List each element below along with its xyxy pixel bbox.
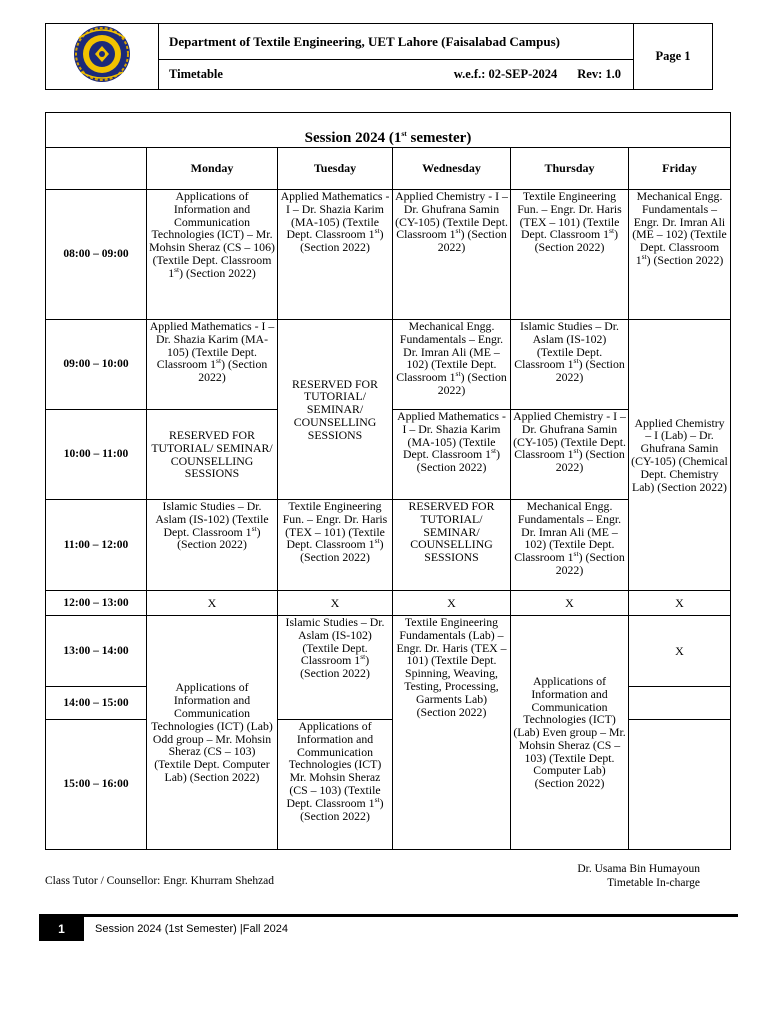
revision: Rev: 1.0 [577, 67, 621, 81]
time-slot: 10:00 – 11:00 [46, 410, 147, 500]
university-seal-logo [59, 24, 145, 84]
reserved-cell: RESERVED FOR TUTORIAL/ SEMINAR/ COUNSELLING SESSIONS [278, 320, 393, 500]
university-logo-cell [46, 24, 159, 90]
corner-cell [46, 148, 147, 190]
timetable-incharge [577, 862, 700, 890]
document-header [45, 23, 713, 90]
time-slot: 14:00 – 15:00 [46, 687, 147, 720]
class-cell: Mechanical Engg. Fundamentals – Engr. Dr. Imran Ali (ME – 102) (Textile Dept. Classroom 1st) (Section 2022) [629, 190, 731, 320]
reserved-cell: RESERVED FOR TUTORIAL/ SEMINAR/ COUNSELLING SESSIONS [393, 500, 511, 591]
time-slot: 09:00 – 10:00 [46, 320, 147, 410]
time-slot: 12:00 – 13:00 [46, 591, 147, 616]
break-mark: X [629, 616, 731, 687]
timetable [45, 112, 731, 850]
effective-date: w.e.f.: 02-SEP-2024 [453, 67, 558, 81]
page-label: Page 1 [634, 24, 713, 90]
lab-cell: Applications of Information and Communication Technologies (ICT) (Lab) Odd group – Mr. Mohsin Sheraz (CS – 103) (Textile Dept. Computer Lab) (Section 2022) [147, 616, 278, 850]
department-title: Department of Textile Engineering, UET Lahore (Faisalabad Campus) [159, 24, 634, 60]
lab-cell: Applied Chemistry – I (Lab) – Dr. Ghufrana Samin (CY-105) (Chemical Dept. Chemistry Lab) (Section 2022) [629, 320, 731, 591]
empty-cell [629, 720, 731, 850]
reserved-cell: RESERVED FOR TUTORIAL/ SEMINAR/ COUNSELLING SESSIONS [147, 410, 278, 500]
class-cell: Mechanical Engg. Fundamentals – Engr. Dr. Imran Ali (ME – 102) (Textile Dept. Classroom 1st) (Section 2022) [511, 500, 629, 591]
class-tutor: Class Tutor / Counsellor: Engr. Khurram Shehzad [45, 875, 275, 887]
break-mark: X [147, 591, 278, 616]
class-cell: Applied Mathematics - I – Dr. Shazia Karim (MA-105) (Textile Dept. Classroom 1st) (Section 2022) [393, 410, 511, 500]
day-header: Tuesday [278, 148, 393, 190]
class-cell: Mechanical Engg. Fundamentals – Engr. Dr. Imran Ali (ME – 102) (Textile Dept. Classroom 1st) (Section 2022) [393, 320, 511, 410]
class-cell: Applications of Information and Communication Technologies (ICT) Mr. Mohsin Sheraz (CS – 103) (Textile Dept. Classroom 1st) (Section 2022) [278, 720, 393, 850]
day-header: Wednesday [393, 148, 511, 190]
class-cell: Islamic Studies – Dr. Aslam (IS-102) (Textile Dept. Classroom 1st) (Section 2022) [511, 320, 629, 410]
day-header: Monday [147, 148, 278, 190]
incharge-title: Timetable In-charge [607, 877, 700, 889]
day-header: Friday [629, 148, 731, 190]
time-slot: 13:00 – 14:00 [46, 616, 147, 687]
break-mark: X [393, 591, 511, 616]
empty-cell [629, 687, 731, 720]
class-cell: Applications of Information and Communication Technologies (ICT) – Mr. Mohsin Sheraz (CS – 106) (Textile Dept. Classroom 1st) (Section 2022) [147, 190, 278, 320]
class-cell: Applied Chemistry - I – Dr. Ghufrana Samin (CY-105) (Textile Dept. Classroom 1st) (Section 2022) [511, 410, 629, 500]
class-cell: Applied Mathematics - I – Dr. Shazia Karim (MA-105) (Textile Dept. Classroom 1st) (Section 2022) [147, 320, 278, 410]
class-cell: Textile Engineering Fun. – Engr. Dr. Haris (TEX – 101) (Textile Dept. Classroom 1st) (Section 2022) [278, 500, 393, 591]
time-slot: 11:00 – 12:00 [46, 500, 147, 591]
running-footer: Session 2024 (1st Semester) |Fall 2024 [95, 923, 289, 935]
day-header: Thursday [511, 148, 629, 190]
class-cell: Applied Mathematics - I – Dr. Shazia Karim (MA-105) (Textile Dept. Classroom 1st) (Section 2022) [278, 190, 393, 320]
doc-type: Timetable [169, 67, 223, 81]
incharge-name: Dr. Usama Bin Humayoun [577, 863, 700, 875]
time-slot: 08:00 – 09:00 [46, 190, 147, 320]
lab-cell: Applications of Information and Communication Technologies (ICT) (Lab) Even group – Mr. Mohsin Sheraz (CS – 103) (Textile Dept. Computer Lab) (Section 2022) [511, 616, 629, 850]
break-mark: X [278, 591, 393, 616]
time-slot: 15:00 – 16:00 [46, 720, 147, 850]
class-cell: Textile Engineering Fun. – Engr. Dr. Haris (TEX – 101) (Textile Dept. Classroom 1st) (Section 2022) [511, 190, 629, 320]
lab-cell: Textile Engineering Fundamentals (Lab) – Engr. Dr. Haris (TEX – 101) (Textile Dept. Spinning, Weaving, Testing, Processing, Garments Lab) (Section 2022) [393, 616, 511, 850]
session-title: Session 2024 (1st semester) [46, 113, 731, 148]
header-subrow [159, 60, 634, 90]
page-number: 1 [39, 917, 84, 941]
break-mark: X [629, 591, 731, 616]
class-cell: Applied Chemistry - I – Dr. Ghufrana Samin (CY-105) (Textile Dept. Classroom 1st) (Section 2022) [393, 190, 511, 320]
break-mark: X [511, 591, 629, 616]
footer-rule [39, 914, 738, 917]
class-cell: Islamic Studies – Dr. Aslam (IS-102) (Textile Dept. Classroom 1st) (Section 2022) [278, 616, 393, 720]
class-cell: Islamic Studies – Dr. Aslam (IS-102) (Textile Dept. Classroom 1st) (Section 2022) [147, 500, 278, 591]
